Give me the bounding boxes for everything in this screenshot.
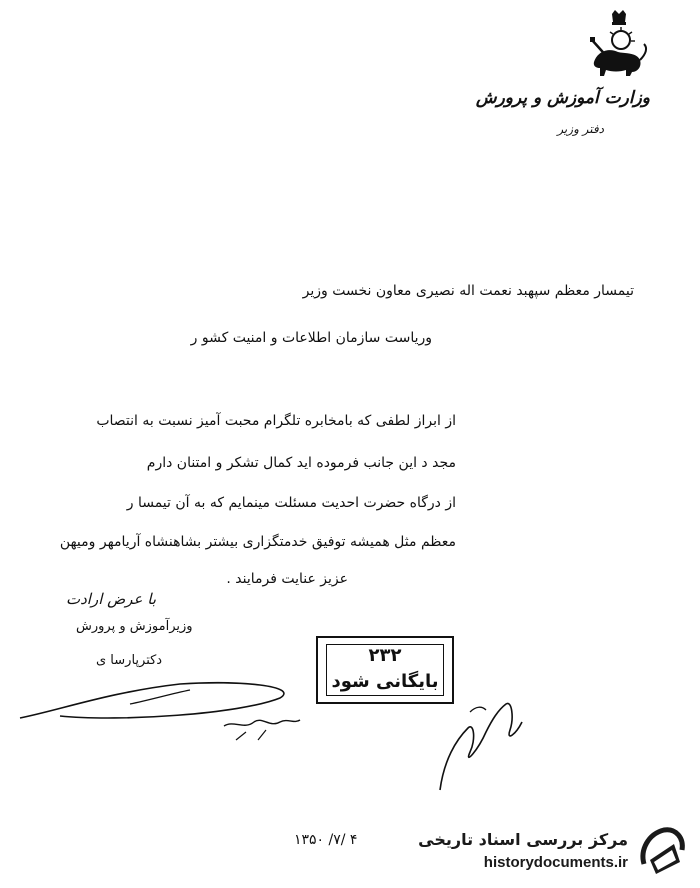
watermark-title: مرکز بررسی اسناد تاریخی — [418, 830, 628, 849]
body-line-4: معظم مثل همیشه توفیق خدمتگزاری بیشتر بشاهنشاه آریامهر ومیهن — [59, 534, 456, 550]
watermark-url: historydocuments.ir — [483, 854, 628, 871]
document-date: ۱۳۵۰ /۷/ ۴ — [294, 832, 358, 848]
history-documents-logo-icon — [636, 824, 688, 880]
watermark — [420, 818, 692, 884]
signatory-title: وزیرآموزش و پرورش — [76, 619, 193, 634]
stamp-number: ۲۳۲ — [368, 645, 402, 666]
body-line-2: مجد د این جانب فرموده اید کمال تشکر و امتنان دارم — [146, 455, 456, 471]
ministry-name: وزارت آموزش و پرورش — [475, 88, 650, 108]
handwritten-greeting: با عرض ارادت — [66, 590, 157, 608]
archive-stamp — [316, 636, 454, 704]
body-line-3: از درگاه حضرت احدیت مسئلت مینمایم که به آن تیمسا ر — [126, 495, 456, 511]
lion-and-sun-emblem — [588, 10, 650, 78]
addressee-line-1: تیمسار معظم سپهبد نعمت اله نصیری معاون نخست وزیر — [302, 283, 634, 299]
stamp-text: بایگانی شود — [331, 671, 439, 692]
body-line-5: عزیز عنایت فرمایند . — [226, 571, 348, 587]
addressee-line-2: وریاست سازمان اطلاعات و امنیت کشو ر — [190, 330, 432, 346]
body-line-1: از ابراز لطفی که بامخابره تلگرام محبت آمیز نسبت به انتصاب — [96, 413, 456, 429]
signatory-name: دکترپارسا ی — [96, 653, 163, 668]
office-name: دفتر وزیر — [557, 122, 604, 136]
